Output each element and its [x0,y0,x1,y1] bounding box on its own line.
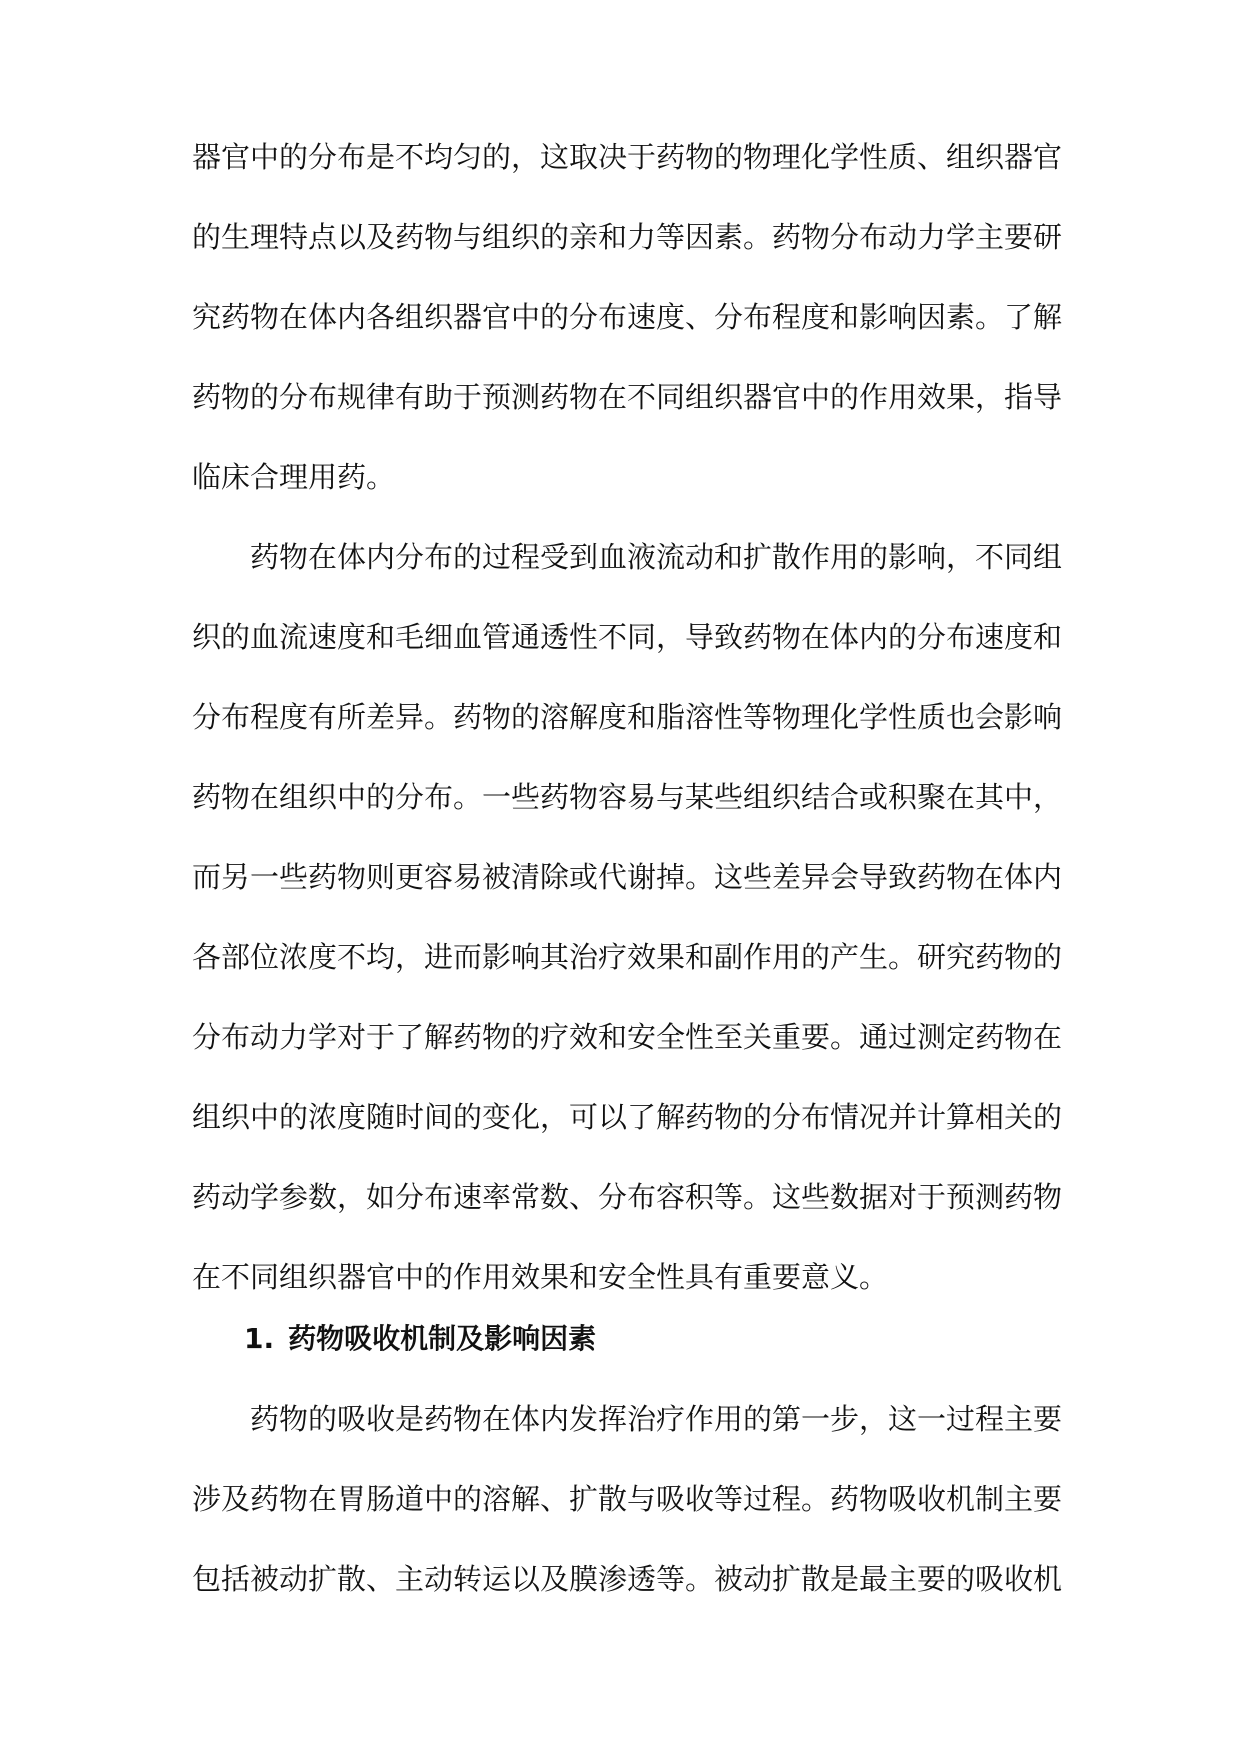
paragraph-1-line-5: 临床合理用药。 [192,460,396,494]
section-title: 药物吸收机制及影响因素 [288,1322,597,1355]
section-number: 1. [244,1322,275,1355]
paragraph-2-line-4: 药物在组织中的分布。一些药物容易与某些组织结合或积聚在其中， [192,780,1063,814]
paragraph-3-line-2: 涉及药物在胃肠道中的溶解、扩散与吸收等过程。药物吸收机制主要 [192,1482,1063,1516]
paragraph-3-line-3: 包括被动扩散、主动转运以及膜渗透等。被动扩散是最主要的吸收机 [192,1562,1063,1596]
paragraph-2-line-9: 药动学参数，如分布速率常数、分布容积等。这些数据对于预测药物 [192,1180,1063,1214]
paragraph-2-line-7: 分布动力学对于了解药物的疗效和安全性至关重要。通过测定药物在 [192,1020,1063,1054]
paragraph-2-line-5: 而另一些药物则更容易被清除或代谢掉。这些差异会导致药物在体内 [192,860,1063,894]
paragraph-2-line-10: 在不同组织器官中的作用效果和安全性具有重要意义。 [192,1260,889,1294]
paragraph-2-line-3: 分布程度有所差异。药物的溶解度和脂溶性等物理化学性质也会影响 [192,700,1063,734]
paragraph-2-line-1: 药物在体内分布的过程受到血液流动和扩散作用的影响，不同组 [250,540,1063,574]
paragraph-1-line-2: 的生理特点以及药物与组织的亲和力等因素。药物分布动力学主要研 [192,220,1063,254]
paragraph-2-line-2: 织的血流速度和毛细血管通透性不同，导致药物在体内的分布速度和 [192,620,1063,654]
paragraph-1-line-3: 究药物在体内各组织器官中的分布速度、分布程度和影响因素。了解 [192,300,1063,334]
paragraph-2-line-8: 组织中的浓度随时间的变化，可以了解药物的分布情况并计算相关的 [192,1100,1063,1134]
paragraph-3-line-1: 药物的吸收是药物在体内发挥治疗作用的第一步，这一过程主要 [250,1402,1063,1436]
paragraph-1-line-4: 药物的分布规律有助于预测药物在不同组织器官中的作用效果，指导 [192,380,1063,414]
paragraph-1-line-1: 器官中的分布是不均匀的，这取决于药物的物理化学性质、组织器官 [192,140,1063,174]
paragraph-2-line-6: 各部位浓度不均，进而影响其治疗效果和副作用的产生。研究药物的 [192,940,1063,974]
section-heading [244,1319,596,1359]
